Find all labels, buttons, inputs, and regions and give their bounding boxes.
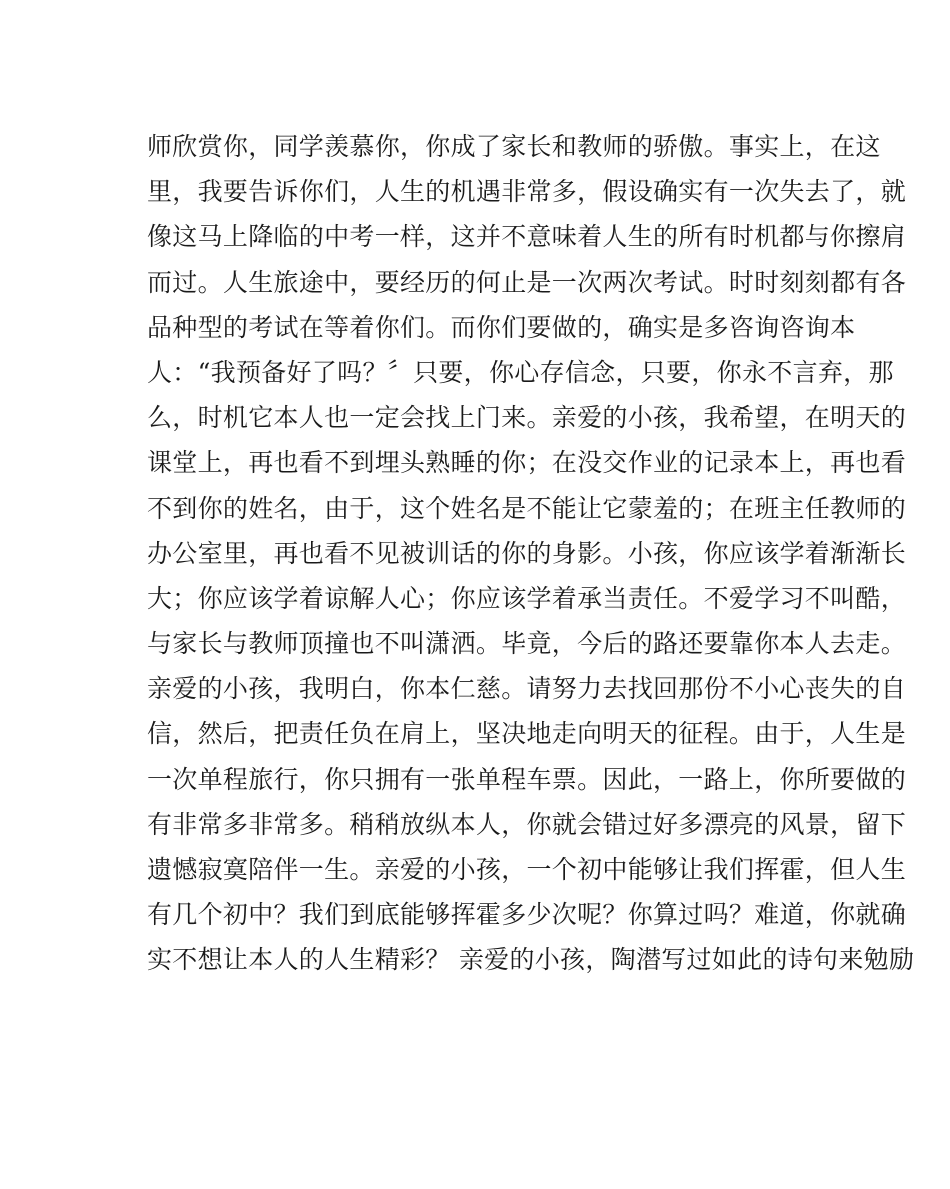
text-line: 而过。人生旅途中，要经历的何止是一次两次考试。时时刻刻都有各 (147, 267, 907, 297)
text-line: 一次单程旅行，你只拥有一张单程车票。因此，一路上，你所要做的 (147, 764, 907, 794)
text-line: 有几个初中？我们到底能够挥霍多少次呢？你算过吗？难道，你就确 (147, 900, 907, 930)
body-text (147, 124, 915, 983)
text-line: 么，时机它本人也一定会找上门来。亲爱的小孩，我希望，在明天的 (147, 403, 907, 433)
text-line: 大；你应该学着谅解人心；你应该学着承当责任。不爱学习不叫酷， (147, 583, 907, 613)
text-line: 亲爱的小孩，我明白，你本仁慈。请努力去找回那份不小心丧失的自 (147, 674, 907, 704)
text-line: 信，然后，把责任负在肩上，坚决地走向明天的征程。由于，人生是 (147, 719, 907, 749)
text-line: 师欣赏你，同学羡慕你，你成了家长和教师的骄傲。事实上，在这 (147, 132, 881, 161)
text-line: 像这马上降临的中考一样，这并不意味着人生的所有时机都与你擦肩 (147, 222, 907, 252)
text-line: 不到你的姓名，由于，这个姓名是不能让它蒙羞的；在班主任教师的 (147, 493, 907, 523)
text-line: 与家长与教师顶撞也不叫潇洒。毕竟，今后的路还要靠你本人去走。 (147, 629, 907, 659)
text-line: 遗憾寂寞陪伴一生。亲爱的小孩，一个初中能够让我们挥霍，但人生 (147, 855, 907, 884)
text-line: 实不想让本人的人生精彩？ 亲爱的小孩，陶潜写过如此的诗句来勉励 (147, 945, 915, 975)
text-line: 里，我要告诉你们，人生的机遇非常多，假设确实有一次失去了，就 (147, 177, 907, 207)
text-line: 有非常多非常多。稍稍放纵本人，你就会错过好多漂亮的风景，留下 (147, 809, 907, 839)
text-line: 办公室里，再也看不见被训话的你的身影。小孩，你应该学着渐渐长 (147, 538, 907, 568)
text-line: 课堂上，再也看不到埋头熟睡的你；在没交作业的记录本上，再也看 (147, 448, 907, 478)
text-line: 人：“我预备好了吗？〞只要，你心存信念，只要，你永不言弃，那 (147, 357, 894, 387)
text-line: 品种型的考试在等着你们。而你们要做的，确实是多咨询咨询本 (147, 312, 856, 342)
